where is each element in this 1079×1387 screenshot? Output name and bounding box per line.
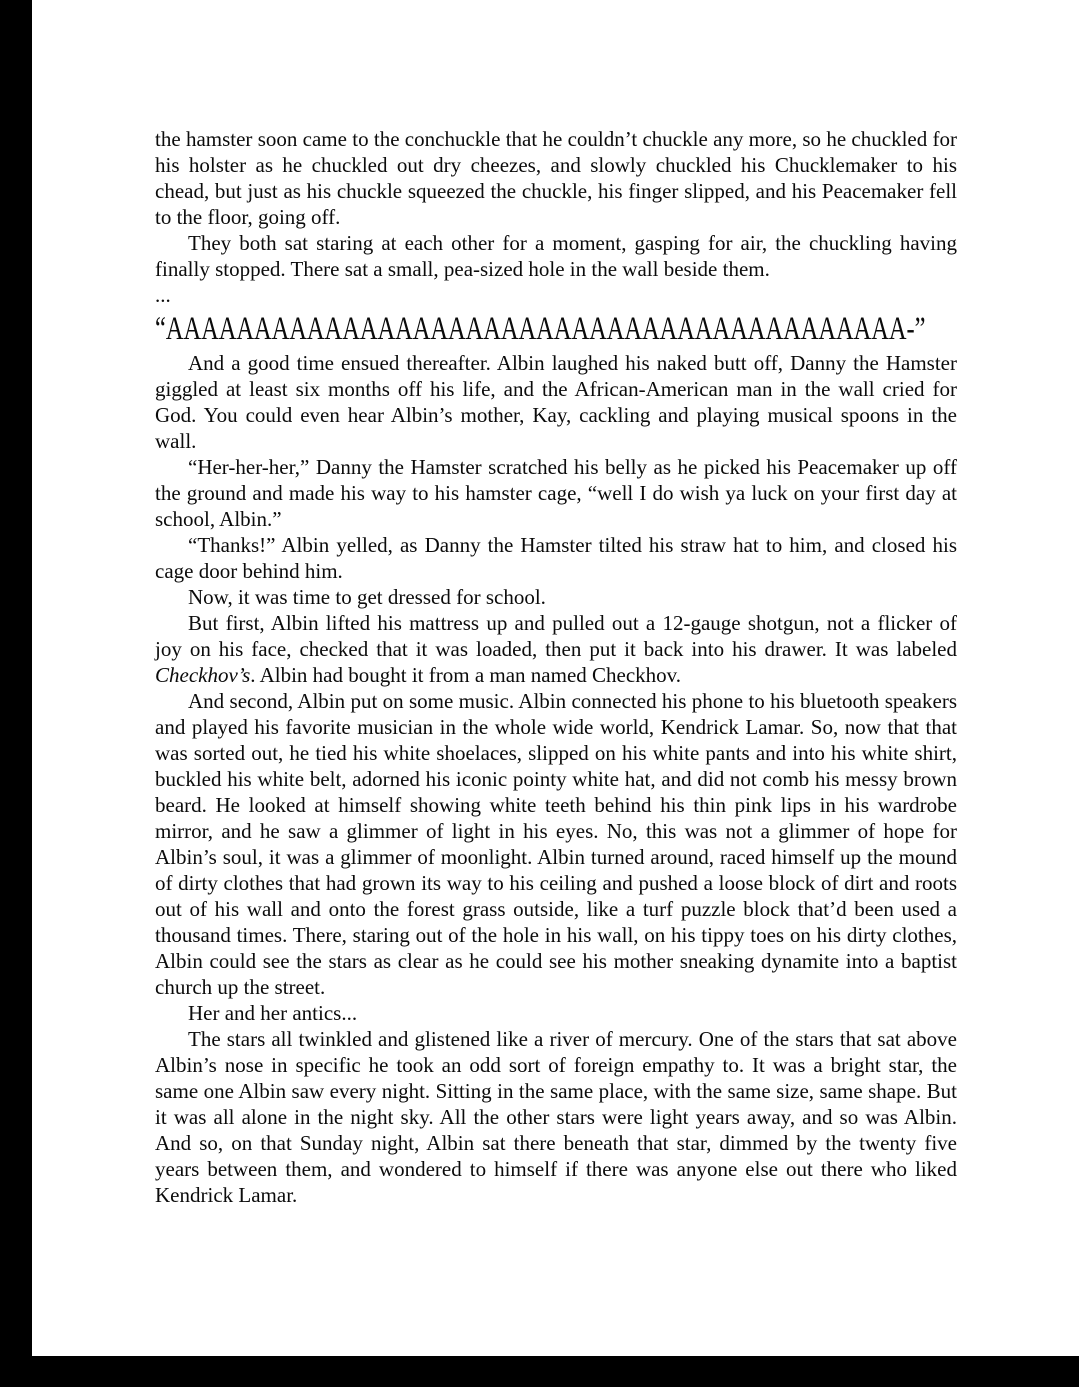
paragraph-text: The stars all twinkled and glistened like a river of mercury. One of the stars that sat above Albin’s nose in specific he took an odd sort of foreign empathy to. It was a bright star, the same one Albin saw every night. Sitting in the same place, with the same size, same shape. But it was all alone in the night sky. All the other stars were light years away, and so was Albin. And so, on that Sunday night, Albin sat there beneath that star, dimmed by the twenty five years between them, and wondered to himself if there was anyone else out there who liked Kendrick Lamar. — [155, 1027, 957, 1207]
paragraph — [155, 126, 957, 230]
paragraph — [155, 1000, 957, 1026]
paragraph-text: Her and her antics... — [188, 1001, 358, 1025]
paragraph-text: . Albin had bought it from a man named Checkhov. — [250, 663, 682, 687]
paragraph-text: “AAAAAAAAAAAAAAAAAAAAAAAAAAAAAAAAAAAAAAAAAA-” — [155, 311, 926, 347]
paragraph — [155, 1026, 957, 1208]
paragraph — [155, 584, 957, 610]
paragraph — [155, 230, 957, 282]
paragraph-text: And second, Albin put on some music. Albin connected his phone to his bluetooth speakers and played his favorite musician in the whole wide world, Kendrick Lamar. So, now that that was sorted out, he tied his white shoelaces, slipped on his white pants and into his white shirt, buckled his white belt, adorned his iconic pointy white hat, and did not comb his messy brown beard. He looked at himself showing white teeth behind his thin pink lips in his wardrobe mirror, and he saw a glimmer of light in his eyes. No, this was not a glimmer of hope for Albin’s soul, it was a glimmer of moonlight. Albin turned around, raced himself up the mound of dirty clothes that had grown its way to his ceiling and pushed a loose block of dirt and roots out of his wall and onto the forest grass outside, like a turf puzzle block that’d been used a thousand times. There, staring out of the hole in his wall, on his tippy toes on his dirty clothes, Albin could see the stars as clear as he could see his mother sneaking dynamite into a baptist church up the street. — [155, 689, 957, 999]
paragraph — [155, 532, 957, 584]
paragraph — [155, 454, 957, 532]
paragraph-text: the hamster soon came to the conchuckle that he couldn’t chuckle any more, so he chuckled for his holster as he chuckled out dry cheezes, and slowly chuckled his Chucklemaker to his chead, but just as his chuckle squeezed the chuckle, his finger slipped, and his Peacemaker fell to the floor, going off. — [155, 127, 957, 229]
paragraph-text: Checkhov’s — [155, 663, 251, 687]
document-page — [32, 0, 1079, 1356]
paragraph — [155, 282, 957, 308]
scream-line — [155, 308, 926, 350]
paragraph-text: And a good time ensued thereafter. Albin laughed his naked butt off, Danny the Hamster giggled at least six months off his life, and the African-American man in the wall cried for God. You could even hear Albin’s mother, Kay, cackling and playing musical spoons in the wall. — [155, 351, 957, 453]
story-text — [155, 126, 957, 1208]
paragraph-text: “Thanks!” Albin yelled, as Danny the Hamster tilted his straw hat to him, and closed his cage door behind him. — [155, 533, 957, 583]
paragraph-text: They both sat staring at each other for a moment, gasping for air, the chuckling having finally stopped. There sat a small, pea-sized hole in the wall beside them. — [155, 231, 957, 281]
paragraph-text: Now, it was time to get dressed for school. — [188, 585, 546, 609]
paragraph-text: ... — [155, 283, 171, 307]
paragraph — [155, 350, 957, 454]
paragraph — [155, 610, 957, 688]
paragraph-text: “Her-her-her,” Danny the Hamster scratched his belly as he picked his Peacemaker up off the ground and made his way to his hamster cage, “well I do wish ya luck on your first day at school, Albin.” — [155, 455, 957, 531]
paragraph-text: But first, Albin lifted his mattress up and pulled out a 12-gauge shotgun, not a flicker of joy on his face, checked that it was loaded, then put it back into his drawer. It was labeled — [155, 611, 957, 661]
paragraph — [155, 688, 957, 1000]
